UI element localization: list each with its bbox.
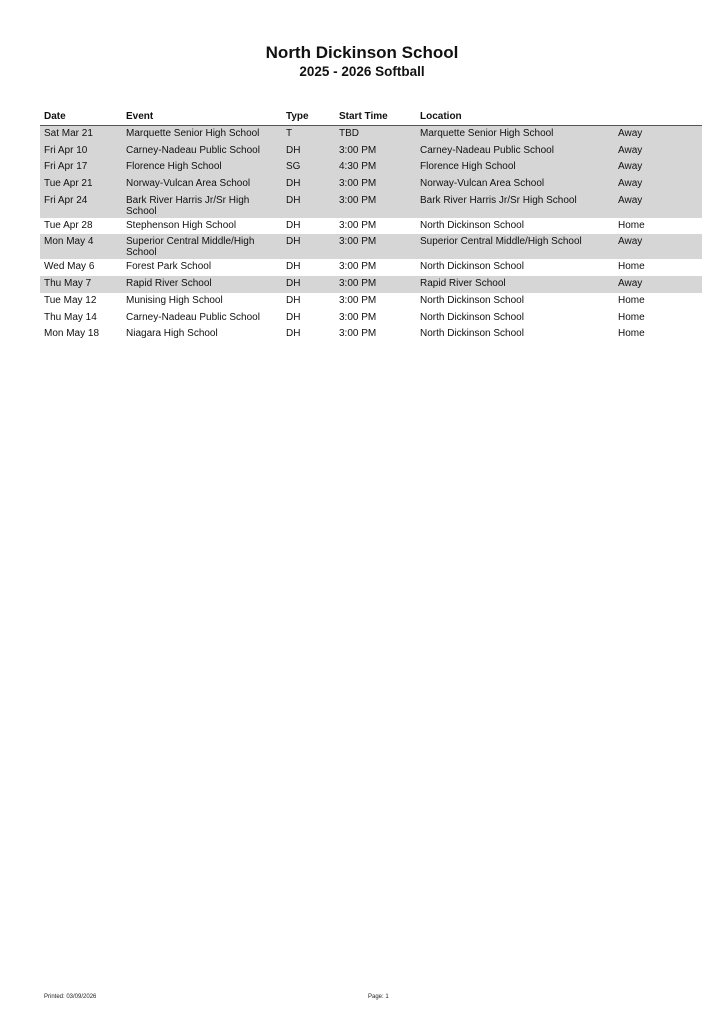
- cell-home-away: Home: [618, 294, 645, 306]
- cell-event: Munising High School: [126, 294, 223, 306]
- cell-location: North Dickinson School: [420, 294, 524, 306]
- cell-type: DH: [286, 278, 301, 290]
- column-header-location: Location: [420, 110, 462, 122]
- cell-event: Stephenson High School: [126, 219, 237, 231]
- cell-home-away: Away: [618, 161, 643, 173]
- cell-start-time: 3:00 PM: [339, 219, 377, 231]
- cell-start-time: 4:30 PM: [339, 161, 377, 173]
- cell-type: DH: [286, 144, 301, 156]
- cell-location: Norway-Vulcan Area School: [420, 178, 545, 190]
- cell-date: Fri Apr 10: [44, 144, 88, 156]
- cell-location: Rapid River School: [420, 278, 506, 290]
- cell-type: DH: [286, 219, 301, 231]
- cell-type: DH: [286, 294, 301, 306]
- cell-type: SG: [286, 161, 301, 173]
- table-row: [40, 326, 702, 343]
- cell-type: DH: [286, 261, 301, 273]
- cell-location: North Dickinson School: [420, 261, 524, 273]
- cell-start-time: 3:00 PM: [339, 236, 377, 248]
- cell-date: Tue May 12: [44, 294, 97, 306]
- cell-start-time: 3:00 PM: [339, 178, 377, 190]
- cell-event: Niagara High School: [126, 328, 218, 340]
- cell-start-time: 3:00 PM: [339, 328, 377, 340]
- cell-home-away: Home: [618, 219, 645, 231]
- cell-location: North Dickinson School: [420, 328, 524, 340]
- cell-home-away: Away: [618, 128, 643, 139]
- cell-start-time: 3:00 PM: [339, 278, 377, 290]
- cell-date: Fri Apr 17: [44, 161, 88, 173]
- table-header: [40, 106, 702, 126]
- cell-home-away: Home: [618, 328, 645, 340]
- column-header-date: Date: [44, 110, 66, 122]
- cell-start-time: 3:00 PM: [339, 194, 377, 206]
- cell-date: Mon May 4: [44, 236, 94, 248]
- cell-event: Marquette Senior High School: [126, 128, 260, 139]
- cell-start-time: 3:00 PM: [339, 294, 377, 306]
- column-header-start-time: Start Time: [339, 110, 388, 122]
- page-number: Page: 1: [368, 994, 389, 1000]
- cell-location: Marquette Senior High School: [420, 128, 554, 139]
- cell-location: North Dickinson School: [420, 219, 524, 231]
- cell-event: Bark River Harris Jr/Sr High School: [126, 194, 250, 217]
- table-row: [40, 193, 702, 218]
- cell-event: Carney-Nadeau Public School: [126, 311, 260, 323]
- school-title: North Dickinson School: [265, 43, 459, 62]
- cell-event: Rapid River School: [126, 278, 212, 290]
- table-row: [40, 276, 702, 293]
- table-row: [40, 143, 702, 160]
- cell-location: Florence High School: [420, 161, 516, 173]
- table-row: [40, 234, 702, 259]
- season-subtitle: 2025 - 2026 Softball: [299, 64, 425, 79]
- cell-start-time: TBD: [339, 128, 359, 139]
- column-header-home-away: [614, 115, 702, 116]
- table-row: [40, 293, 702, 310]
- cell-event: Superior Central Middle/High School: [126, 236, 255, 259]
- cell-type: DH: [286, 311, 301, 323]
- column-header-type: Type: [286, 110, 309, 122]
- printed-date: Printed: 03/09/2026: [44, 994, 97, 1000]
- cell-location: Bark River Harris Jr/Sr High School: [420, 194, 577, 206]
- cell-date: Thu May 14: [44, 311, 97, 323]
- cell-type: DH: [286, 178, 301, 190]
- cell-type: DH: [286, 194, 301, 206]
- cell-type: DH: [286, 236, 301, 248]
- cell-date: Thu May 7: [44, 278, 92, 290]
- document-header: [0, 43, 724, 80]
- cell-home-away: Away: [618, 144, 643, 156]
- cell-home-away: Away: [618, 178, 643, 190]
- cell-start-time: 3:00 PM: [339, 261, 377, 273]
- cell-location: North Dickinson School: [420, 311, 524, 323]
- table-row: [40, 259, 702, 276]
- table-row: [40, 310, 702, 327]
- schedule-table: [40, 106, 702, 343]
- table-row: [40, 218, 702, 235]
- cell-date: Sat Mar 21: [44, 128, 93, 139]
- cell-location: Carney-Nadeau Public School: [420, 144, 554, 156]
- cell-date: Tue Apr 21: [44, 178, 93, 190]
- column-header-event: Event: [126, 110, 154, 122]
- cell-start-time: 3:00 PM: [339, 311, 377, 323]
- cell-date: Mon May 18: [44, 328, 100, 340]
- cell-start-time: 3:00 PM: [339, 144, 377, 156]
- cell-date: Wed May 6: [44, 261, 95, 273]
- cell-type: T: [286, 128, 293, 139]
- table-row: [40, 159, 702, 176]
- table-row: [40, 176, 702, 193]
- cell-home-away: Home: [618, 311, 645, 323]
- cell-home-away: Away: [618, 236, 643, 248]
- cell-event: Carney-Nadeau Public School: [126, 144, 260, 156]
- cell-type: DH: [286, 328, 301, 340]
- table-body: [40, 126, 702, 343]
- cell-home-away: Away: [618, 278, 643, 290]
- cell-date: Tue Apr 28: [44, 219, 93, 231]
- cell-event: Florence High School: [126, 161, 222, 173]
- cell-date: Fri Apr 24: [44, 194, 88, 206]
- cell-event: Forest Park School: [126, 261, 212, 273]
- cell-location: Superior Central Middle/High School: [420, 236, 582, 248]
- table-row: [40, 126, 702, 143]
- cell-event: Norway-Vulcan Area School: [126, 178, 251, 190]
- cell-home-away: Away: [618, 194, 643, 206]
- cell-home-away: Home: [618, 261, 645, 273]
